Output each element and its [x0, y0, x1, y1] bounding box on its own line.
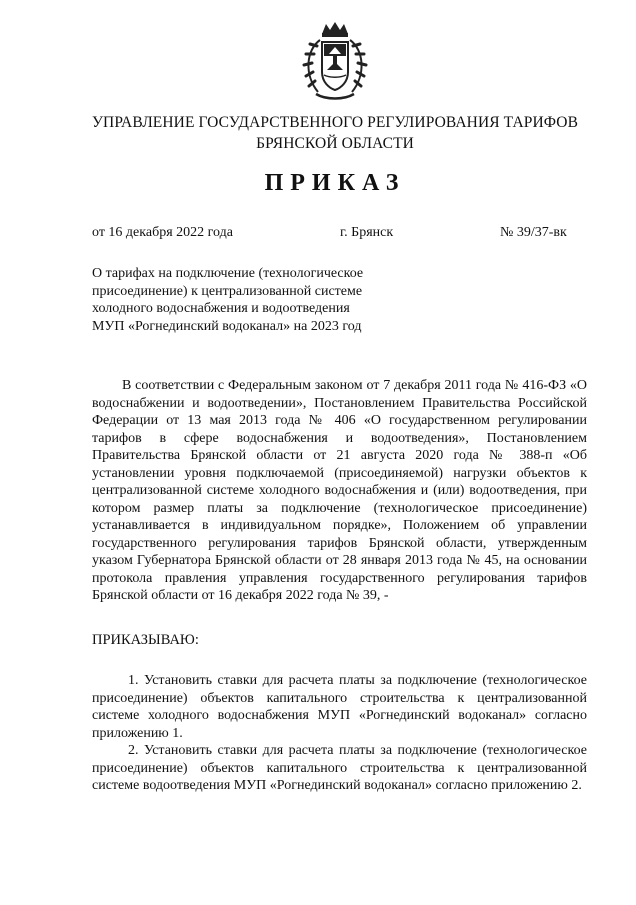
order-subject: [92, 265, 392, 335]
document-type-title: ПРИКАЗ: [264, 170, 406, 196]
subject-line: холодного водоснабжения и водоотведения: [92, 301, 350, 317]
agency-name-line2: БРЯНСКОЙ ОБЛАСТИ: [256, 135, 414, 152]
order-number: № 39/37-вк: [500, 225, 567, 240]
subject-line: МУП «Рогнединский водоканал» на 2023 год: [92, 318, 362, 334]
agency-name-line1: УПРАВЛЕНИЕ ГОСУДАРСТВЕННОГО РЕГУЛИРОВАНИЯ ТАРИФОВ: [91, 114, 579, 131]
order-date: от 16 декабря 2022 года: [92, 225, 233, 240]
subject-line: О тарифах на подключение (технологическое: [92, 266, 364, 281]
order-item-2: 2. Установить ставки для расчета платы за подключение (технологическое присоединение) объектов капитального строительства к централизованной системе водоотведения МУП «Рогнединский водоканал» согласно приложению 2.: [92, 743, 587, 793]
agency-name: [80, 112, 590, 154]
coat-of-arms-icon: [300, 20, 370, 102]
order-item-1: 1. Установить ставки для расчета платы за подключение (технологическое присоединение) объектов капитального строительства к централизованной системе холодного водоснабжения МУП «Рогнединский водоканал» согласно приложению 1.: [92, 673, 587, 741]
preamble-paragraph: В соответствии с Федеральным законом от 7 декабря 2011 года № 416-ФЗ «О водоснабжении и водоотведении», Постановлением Правительства Российской Федерации от 13 мая 2013 года № 406 «О государственном регулировании тарифов в сфере водоснабжения и водоотведения», Постановлением Правительства Брянской области от 21 августа 2020 года № 388-п «Об установлении уровня подключаемой (присоединяемой) нагрузки объектов к централизованной системе холодного водоснабжения и (или) водоотведения, при котором размер платы за подключение (технологическое присоединение) устанавливается в индивидуальном порядке», Положением об управлении государственного регулирования тарифов Брянской области, утвержденным указом Губернатора Брянской области от 28 января 2013 года № 45, на основании протокола правления управления государственного регулирования тарифов Брянской области от 16 декабря 2022 года № 39, -: [92, 378, 587, 603]
subject-line: присоединение) к централизованной системе: [92, 283, 363, 299]
order-city: г. Брянск: [340, 225, 394, 240]
order-directive: ПРИКАЗЫВАЮ:: [92, 632, 199, 648]
